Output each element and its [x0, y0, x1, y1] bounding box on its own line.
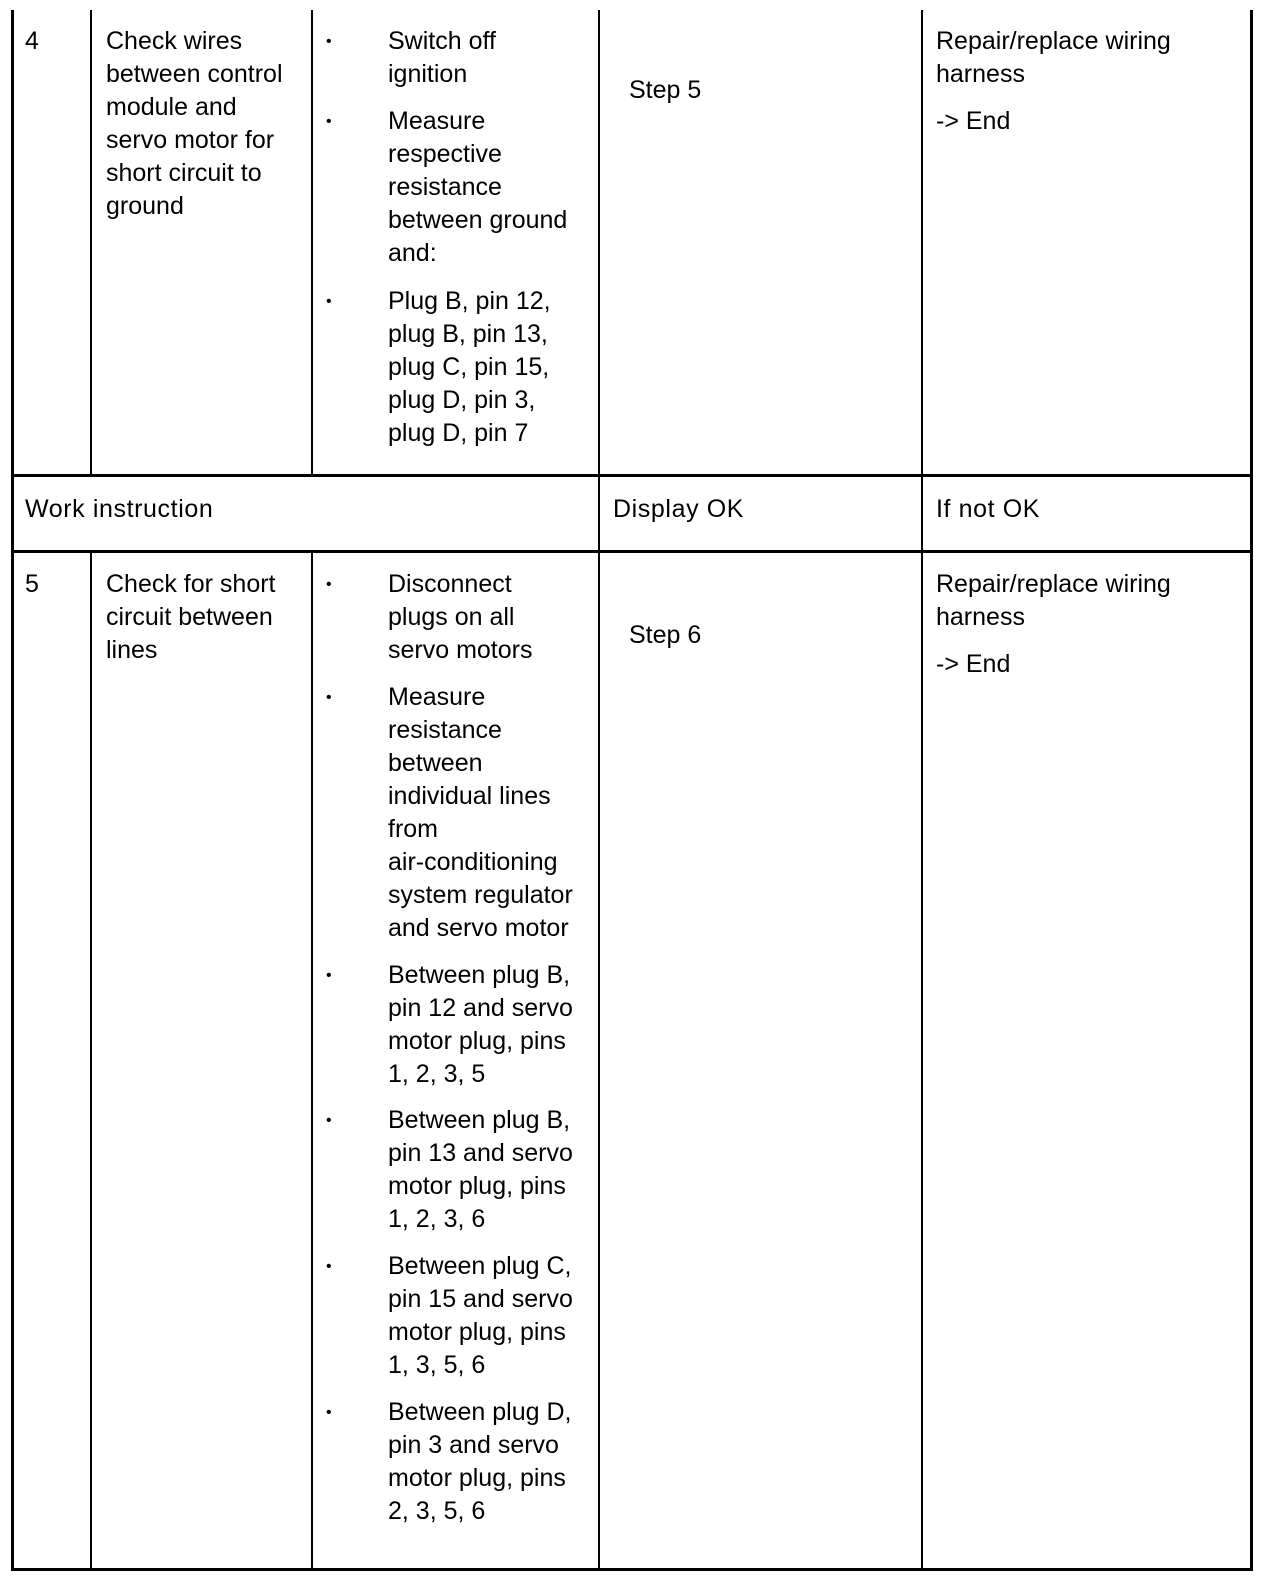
bullet-marker: •	[326, 1404, 332, 1421]
column-divider	[598, 10, 600, 1571]
bullet-marker: •	[326, 689, 332, 706]
bullet-marker: •	[326, 1258, 332, 1275]
row-divider	[11, 474, 1253, 477]
ok-result: Step 5	[629, 76, 702, 104]
header-work-instruction: Work instruction	[25, 495, 214, 523]
bullet-marker: •	[326, 576, 332, 593]
bullet-marker: •	[326, 967, 332, 984]
row-divider	[11, 550, 1253, 553]
step-number: 4	[25, 27, 39, 55]
column-divider	[311, 10, 313, 475]
step-number: 5	[25, 570, 39, 598]
bullet-marker: •	[326, 113, 332, 130]
column-divider	[921, 10, 923, 1571]
column-divider	[90, 551, 92, 1570]
column-divider	[90, 10, 92, 475]
bullet-marker: •	[326, 33, 332, 50]
bullet-marker: •	[326, 1112, 332, 1129]
table-bottom-border	[11, 1568, 1253, 1571]
header-display-ok: Display OK	[613, 495, 745, 523]
bullet-marker: •	[326, 293, 332, 310]
ok-result: Step 6	[629, 621, 702, 649]
table-left-border	[11, 10, 14, 1571]
column-divider	[311, 551, 313, 1570]
table-right-border	[1250, 10, 1253, 1571]
header-if-not-ok: If not OK	[936, 495, 1041, 523]
